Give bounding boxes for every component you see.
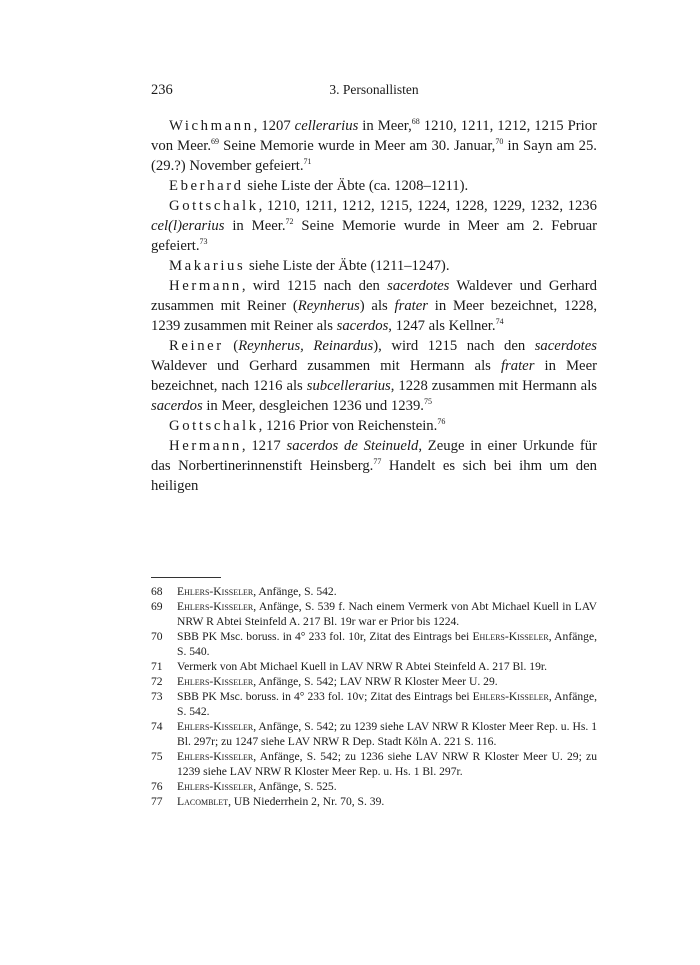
footnote-ref: 74 xyxy=(495,317,504,327)
text-run: in Meer bezeichnet, nach 1216 als xyxy=(151,358,597,394)
entry-paragraph xyxy=(151,436,597,496)
footnote xyxy=(151,659,597,674)
footnote-number: 73 xyxy=(151,690,163,703)
entry-paragraph xyxy=(151,116,597,176)
footnote-number: 77 xyxy=(151,795,163,808)
italic-term: sacerdos de Steinueld xyxy=(286,438,419,454)
footnote xyxy=(151,689,597,719)
entry-paragraph xyxy=(151,416,597,436)
text-run: , 1247 als Kellner. xyxy=(388,318,496,334)
entry-paragraph xyxy=(151,176,597,196)
italic-term: cellerarius xyxy=(294,118,359,134)
text-run: , 1217 xyxy=(241,438,287,454)
footnote-separator xyxy=(151,577,221,578)
footnote-ref: 71 xyxy=(303,157,312,167)
author-name: Ehlers-Kisseler xyxy=(177,585,254,598)
entry-name: Gottschalk xyxy=(169,418,259,434)
author-name: Ehlers-Kisseler xyxy=(472,690,549,703)
footnote-number: 75 xyxy=(151,750,163,763)
footnote-number: 71 xyxy=(151,660,163,673)
footnote-ref: 68 xyxy=(411,117,420,127)
text-run: , Anfänge, S. 539 f. Nach einem Vermerk von Abt Michael Kuell in LAV NRW R Abtei Steinfeld A. 217 Bl. 19r war er Prior bis 1224. xyxy=(177,600,597,628)
author-name: Ehlers-Kisseler xyxy=(177,675,254,688)
page-header xyxy=(151,82,597,104)
text-run: , Anfänge, S. 540. xyxy=(177,630,597,658)
italic-term: subcellerarius xyxy=(306,378,391,394)
italic-term: sacerdos xyxy=(336,318,389,334)
footnote-ref: 72 xyxy=(285,217,294,227)
author-name: Lacomblet xyxy=(177,795,229,808)
footnote-ref: 70 xyxy=(495,137,504,147)
italic-term: Reynherus xyxy=(297,298,360,314)
text-run: , UB Niederrhein 2, Nr. 70, S. 39. xyxy=(228,795,385,808)
text-run: Waldever und Gerhard zusammen mit Reiner ( xyxy=(151,278,597,314)
author-name: Ehlers-Kisseler xyxy=(472,630,549,643)
text-run: , Zeuge in einer Urkunde für das Norbertinerinnenstift Heinsberg. xyxy=(151,438,597,474)
footnote xyxy=(151,719,597,749)
text-run: ) als xyxy=(359,298,395,314)
author-name: Ehlers-Kisseler xyxy=(177,600,254,613)
italic-term: sacerdotes xyxy=(387,278,450,294)
italic-term: sacerdotes xyxy=(534,338,597,354)
entry-name: Hermann xyxy=(169,438,242,454)
running-title: 3. Personallisten xyxy=(329,82,419,97)
entry-name: Wichmann xyxy=(169,118,254,134)
footnote-ref: 77 xyxy=(373,457,382,467)
italic-term: sacerdos xyxy=(151,398,203,414)
footnote-number: 72 xyxy=(151,675,163,688)
footnote-ref: 73 xyxy=(199,237,208,247)
text-run: , 1210, 1211, 1212, 1215, 1224, 1228, 1229, 1232, 1236 xyxy=(258,198,597,214)
text-run: Seine Memorie wurde in Meer am 2. Februar gefeiert. xyxy=(151,218,597,254)
text-run: in Meer bezeichnet, 1228, 1239 zusammen mit Reiner als xyxy=(151,298,598,334)
text-run: Handelt es sich bei ihm um den heiligen xyxy=(151,458,597,494)
text-run: in Meer, xyxy=(358,118,412,134)
text-run: , 1228 zusammen mit Hermann als xyxy=(390,378,597,394)
footnote-number: 68 xyxy=(151,585,163,598)
footnote xyxy=(151,779,597,794)
text-run: SBB PK Msc. boruss. in 4° 233 fol. 10v; Zitat des Eintrags bei xyxy=(177,690,473,703)
footnote xyxy=(151,599,597,629)
footnote xyxy=(151,629,597,659)
entry-name: Reiner xyxy=(169,338,224,354)
text-run: , 1207 xyxy=(253,118,295,134)
footnote-number: 70 xyxy=(151,630,163,643)
italic-term: frater xyxy=(394,298,428,314)
text-run: in Meer. xyxy=(224,218,286,234)
text-run: SBB PK Msc. boruss. in 4° 233 fol. 10r, Zitat des Eintrags bei xyxy=(177,630,473,643)
entry-paragraph xyxy=(151,336,597,416)
text-run: siehe Liste der Äbte (ca. 1208–1211). xyxy=(243,178,469,194)
entry-name: Makarius xyxy=(169,258,246,274)
footnote xyxy=(151,749,597,779)
text-run: 1210, 1211, 1212, 1215 Prior von Meer. xyxy=(151,118,597,154)
text-run: Vermerk von Abt Michael Kuell in LAV NRW R Abtei Steinfeld A. 217 Bl. 19r. xyxy=(177,660,548,673)
text-run: in Sayn am 25. (29.?) November gefeiert. xyxy=(151,138,597,174)
text-run: siehe Liste der Äbte (1211–1247). xyxy=(245,258,450,274)
author-name: Ehlers-Kisseler xyxy=(177,780,254,793)
footnote-number: 69 xyxy=(151,600,163,613)
text-run: , wird 1215 nach den xyxy=(241,278,388,294)
text-run: ), wird 1215 nach den xyxy=(373,338,535,354)
footnote xyxy=(151,674,597,689)
italic-term: cel(l)erarius xyxy=(151,218,225,234)
entry-name: Gottschalk xyxy=(169,198,259,214)
author-name: Ehlers-Kisseler xyxy=(177,720,254,733)
text-run: , Anfänge, S. 542; zu 1239 siehe LAV NRW R Kloster Meer Rep. u. Hs. 1 Bl. 297r; zu 1247 siehe LAV NRW R Dep. Stadt Köln A. 221 S. 116. xyxy=(177,720,597,748)
entry-paragraph xyxy=(151,256,597,276)
footnote xyxy=(151,794,597,809)
text-run: , 1216 Prior von Reichenstein. xyxy=(258,418,438,434)
text-run: , Anfänge, S. 542. xyxy=(253,585,337,598)
footnotes xyxy=(151,584,597,809)
footnote-ref: 76 xyxy=(437,417,446,427)
entry-name: Hermann xyxy=(169,278,242,294)
text-run: , Anfänge, S. 542; LAV NRW R Kloster Meer U. 29. xyxy=(253,675,498,688)
entry-name: Eberhard xyxy=(169,178,244,194)
text-run: in Meer, desgleichen 1236 und 1239. xyxy=(202,398,424,414)
page-number: 236 xyxy=(151,82,173,98)
text-run: , Anfänge, S. 542; zu 1236 siehe LAV NRW R Kloster Meer U. 29; zu 1239 siehe LAV NRW R Kloster Meer Rep. u. Hs. 1 Bl. 297r. xyxy=(177,750,597,778)
footnote-number: 76 xyxy=(151,780,163,793)
body-text xyxy=(151,116,597,496)
text-run: , Anfänge, S. 525. xyxy=(253,780,337,793)
entry-paragraph xyxy=(151,276,597,336)
footnote-ref: 69 xyxy=(211,137,220,147)
text-run: Seine Memorie wurde in Meer am 30. Januar, xyxy=(219,138,496,154)
footnote-number: 74 xyxy=(151,720,163,733)
footnote xyxy=(151,584,597,599)
page-content xyxy=(151,82,597,496)
entry-paragraph xyxy=(151,196,597,256)
text-run: Waldever und Gerhard zusammen mit Hermann als xyxy=(151,358,501,374)
author-name: Ehlers-Kisseler xyxy=(177,750,254,763)
text-run: ( xyxy=(223,338,239,354)
text-run: , Anfänge, S. 542. xyxy=(177,690,597,718)
footnote-ref: 75 xyxy=(423,397,432,407)
italic-term: frater xyxy=(500,358,535,374)
italic-term: Reynherus, Reinardus xyxy=(238,338,374,354)
